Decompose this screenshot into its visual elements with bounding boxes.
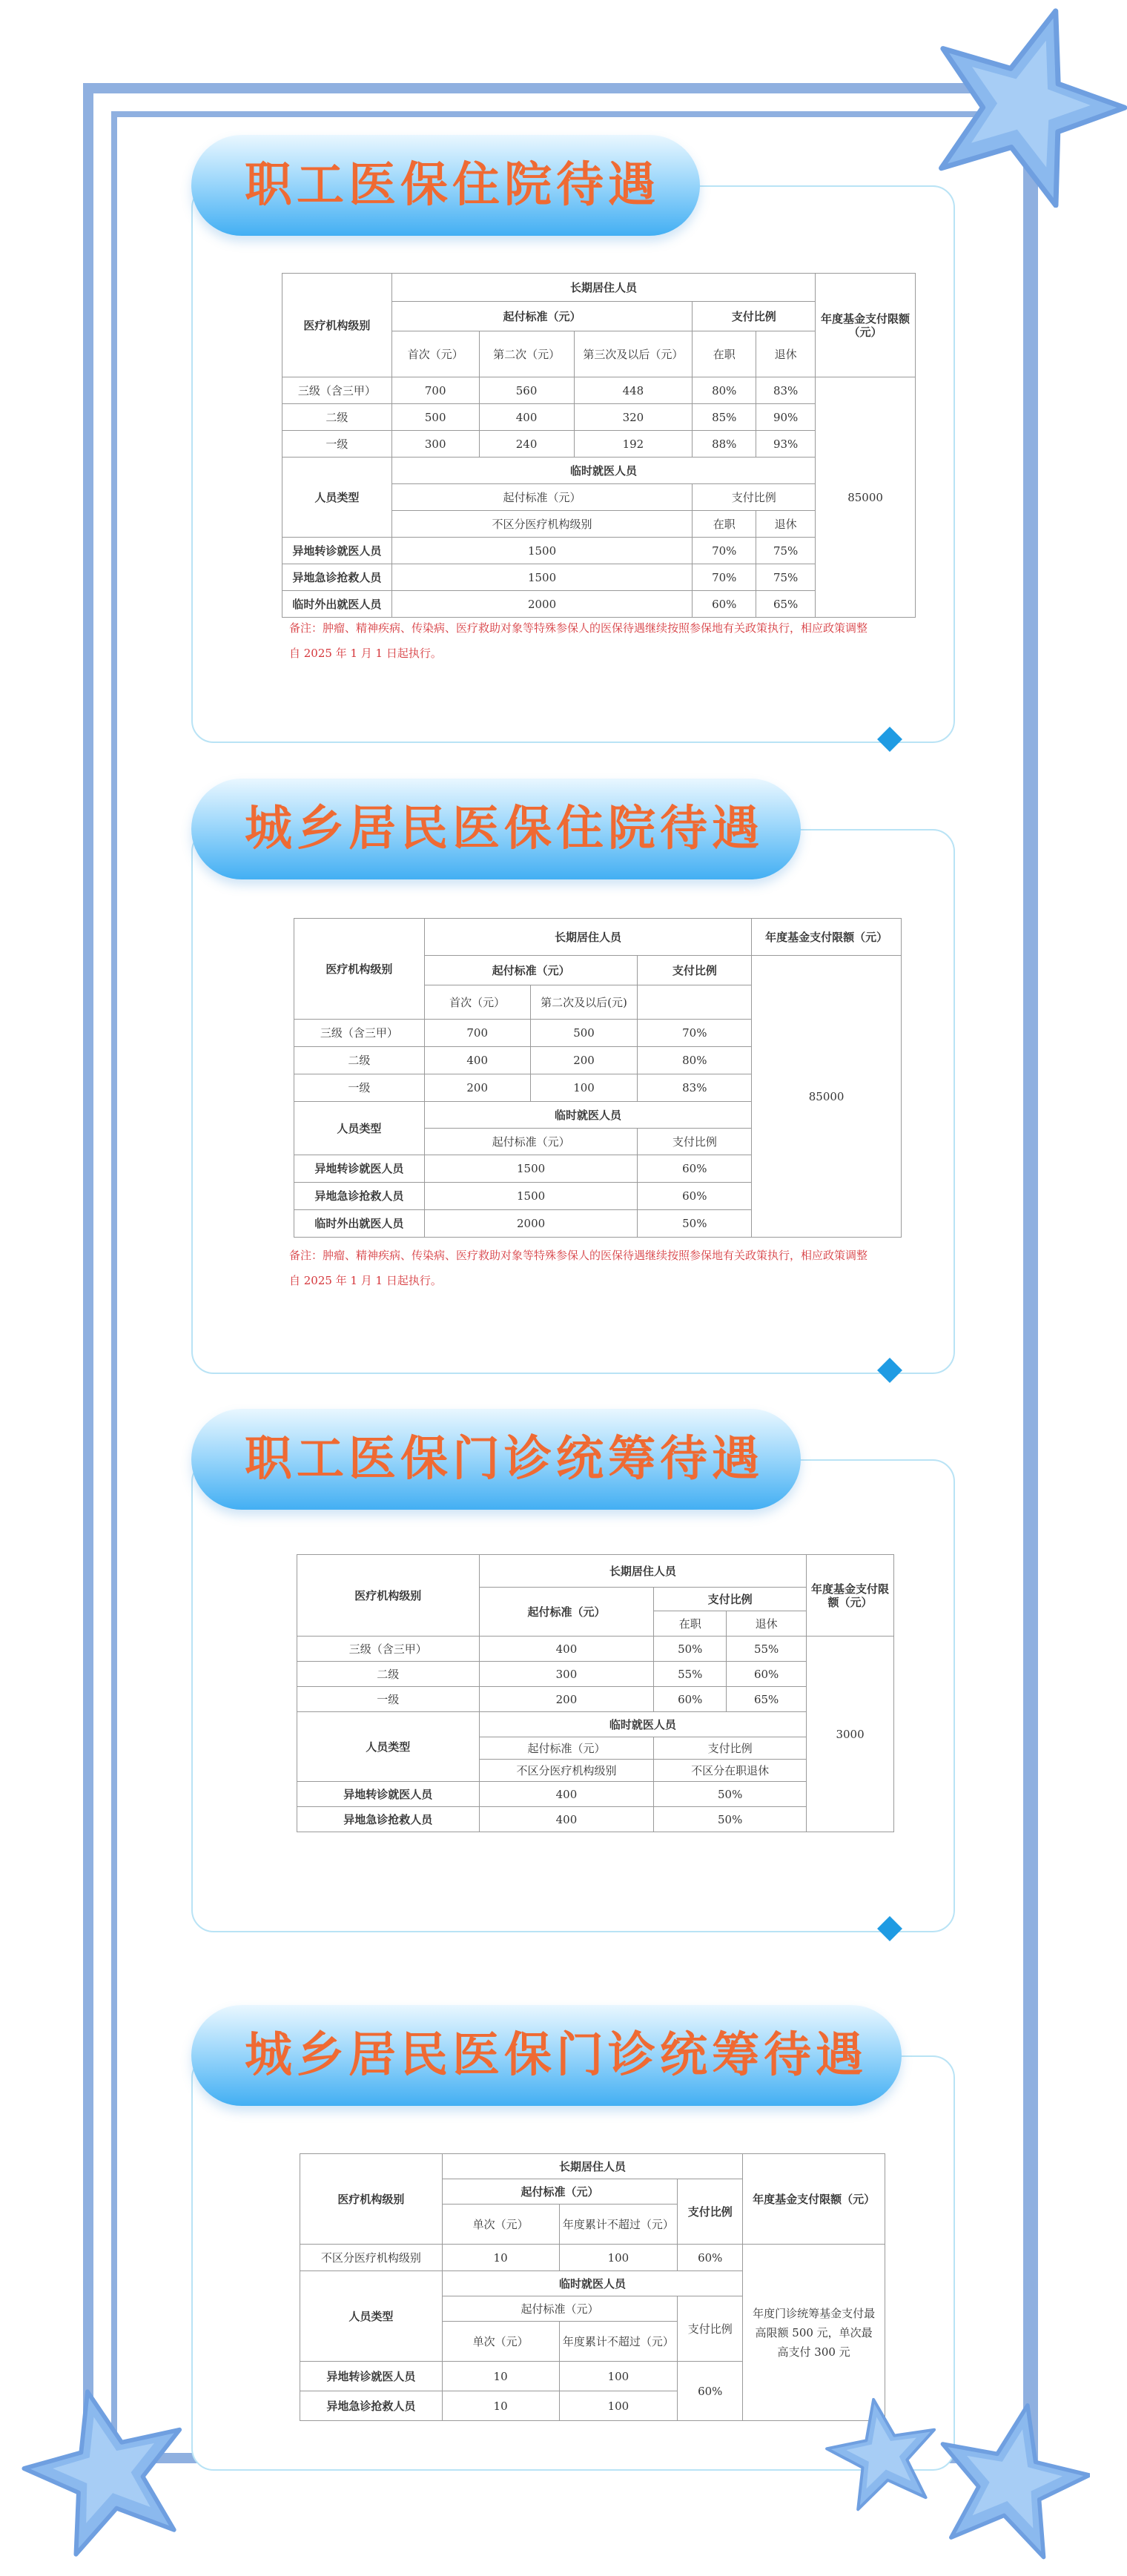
cell-retired: 60% <box>727 1662 807 1687</box>
cell-threshold: 2000 <box>391 591 693 618</box>
header-retired: 退休 <box>756 331 816 377</box>
cell-level: 三级（含三甲） <box>282 377 392 404</box>
header-limit: 年度基金支付限额（元） <box>807 1555 894 1637</box>
header-temp-ratio: 支付比例 <box>693 484 816 511</box>
cell-threshold: 300 <box>479 1662 654 1687</box>
header-temp-threshold: 起付标准（元） <box>442 2296 678 2322</box>
table-row <box>297 1782 894 1807</box>
cell-cap: 100 <box>559 2245 678 2271</box>
cell-limit-text: 年度门诊统筹基金支付最高限额 500 元，单次最高支付 300 元 <box>743 2245 885 2421</box>
header-single: 单次（元） <box>442 2205 559 2245</box>
header-temp-threshold: 起付标准（元） <box>479 1737 654 1760</box>
cell-ratio: 70% <box>638 1020 752 1047</box>
cell-retired: 65% <box>756 591 816 618</box>
cell-first: 300 <box>391 431 479 458</box>
cell-working: 60% <box>654 1687 727 1712</box>
header-cap: 年度累计不超过（元） <box>559 2205 678 2245</box>
cell-level: 一级 <box>297 1687 480 1712</box>
header-threshold: 起付标准（元） <box>442 2179 678 2205</box>
cell-working: 85% <box>693 404 756 431</box>
cell-type: 异地急诊抢救人员 <box>294 1183 425 1210</box>
cell-cap: 100 <box>559 2362 678 2391</box>
table-employee-inpatient <box>282 273 916 618</box>
cell-retired: 55% <box>727 1637 807 1662</box>
header-level: 医疗机构级别 <box>300 2154 443 2245</box>
cell-working: 88% <box>693 431 756 458</box>
cell-limit: 85000 <box>752 956 902 1238</box>
header-temporary: 临时就医人员 <box>442 2271 743 2296</box>
header-ratio: 支付比例 <box>654 1588 807 1611</box>
cell-cap: 100 <box>559 2391 678 2421</box>
header-first: 首次（元） <box>424 985 530 1020</box>
header-temporary: 临时就医人员 <box>391 458 815 484</box>
section-title-pill-1 <box>191 135 700 236</box>
header-second: 第二次（元） <box>479 331 574 377</box>
cell-retired: 75% <box>756 564 816 591</box>
header-level: 医疗机构级别 <box>282 274 392 377</box>
cell-retired: 75% <box>756 538 816 564</box>
cell-working: 80% <box>693 377 756 404</box>
cell-type: 异地转诊就医人员 <box>300 2362 443 2391</box>
cell-limit: 3000 <box>807 1637 894 1832</box>
header-ratio: 支付比例 <box>638 956 752 985</box>
header-temp-threshold: 起付标准（元） <box>391 484 693 511</box>
cell-single: 10 <box>442 2362 559 2391</box>
header-person-type: 人员类型 <box>294 1102 425 1155</box>
remark-line-1: 备注：肿瘤、精神疾病、传染病、医疗救助对象等特殊参保人的医保待遇继续按照参保地有关政策执行，相应政策调整 <box>289 1249 868 1262</box>
header-working: 在职 <box>693 511 756 538</box>
header-first: 首次（元） <box>391 331 479 377</box>
cell-threshold: 1500 <box>424 1183 638 1210</box>
cell-second: 500 <box>530 1020 638 1047</box>
cell-type: 异地转诊就医人员 <box>294 1155 425 1183</box>
cell-third: 192 <box>574 431 693 458</box>
header-level: 医疗机构级别 <box>294 919 425 1020</box>
table-resident-inpatient <box>294 918 902 1238</box>
cell-ratio: 50% <box>654 1782 807 1807</box>
cell-ratio: 83% <box>638 1074 752 1102</box>
cell-level: 一级 <box>294 1074 425 1102</box>
section-title-pill-4 <box>191 2005 902 2106</box>
cell-level: 二级 <box>282 404 392 431</box>
cell-threshold: 400 <box>479 1782 654 1807</box>
section-title-pill-3 <box>191 1409 801 1510</box>
header-no-level: 不区分医疗机构级别 <box>479 1760 654 1782</box>
cell-single: 10 <box>442 2391 559 2421</box>
cell-level: 三级（含三甲） <box>294 1020 425 1047</box>
cell-working: 70% <box>693 538 756 564</box>
cell-type: 临时外出就医人员 <box>282 591 392 618</box>
cell-ratio: 60% <box>638 1155 752 1183</box>
cell-ratio: 60% <box>638 1183 752 1210</box>
section-title: 城乡居民医保门诊统筹待遇 <box>245 2028 867 2083</box>
header-person-type: 人员类型 <box>300 2271 443 2362</box>
cell-ratio: 50% <box>654 1807 807 1832</box>
cell-ratio: 60% <box>678 2362 743 2421</box>
cell-first: 700 <box>391 377 479 404</box>
cell-threshold: 1500 <box>424 1155 638 1183</box>
header-no-retire: 不区分在职退休 <box>654 1760 807 1782</box>
cell-second: 100 <box>530 1074 638 1102</box>
header-long-term: 长期居住人员 <box>479 1555 806 1588</box>
remark-note <box>289 615 927 666</box>
table-row <box>300 2245 885 2271</box>
cell-type: 异地急诊抢救人员 <box>300 2391 443 2421</box>
table-resident-outpatient <box>300 2153 885 2421</box>
header-person-type: 人员类型 <box>282 458 392 538</box>
cell-working: 50% <box>654 1637 727 1662</box>
header-temporary: 临时就医人员 <box>479 1712 806 1737</box>
cell-level: 三级（含三甲） <box>297 1637 480 1662</box>
header-long-term: 长期居住人员 <box>442 2154 743 2179</box>
cell-type: 临时外出就医人员 <box>294 1210 425 1238</box>
table-row <box>297 1662 894 1687</box>
cell-retired: 83% <box>756 377 816 404</box>
cell-single: 10 <box>442 2245 559 2271</box>
table-row <box>297 1637 894 1662</box>
cell-level: 二级 <box>297 1662 480 1687</box>
cell-ratio: 60% <box>678 2245 743 2271</box>
header-retired: 退休 <box>756 511 816 538</box>
section-title-pill-2 <box>191 779 801 879</box>
cell-threshold: 400 <box>479 1807 654 1832</box>
cell-first: 700 <box>424 1020 530 1047</box>
header-working: 在职 <box>654 1611 727 1637</box>
cell-limit: 85000 <box>816 377 916 618</box>
cell-working: 55% <box>654 1662 727 1687</box>
star-icon <box>15 2384 193 2558</box>
header-limit: 年度基金支付限额（元） <box>743 2154 885 2245</box>
remark-note <box>289 1243 927 1293</box>
header-level: 医疗机构级别 <box>297 1555 480 1637</box>
cell-level: 一级 <box>282 431 392 458</box>
cell-threshold: 1500 <box>391 564 693 591</box>
cell-third: 320 <box>574 404 693 431</box>
remark-line-1: 备注：肿瘤、精神疾病、传染病、医疗救助对象等特殊参保人的医保待遇继续按照参保地有关政策执行，相应政策调整 <box>289 621 868 635</box>
cell-threshold: 200 <box>479 1687 654 1712</box>
star-icon <box>916 0 1127 208</box>
header-retired: 退休 <box>727 1611 807 1637</box>
header-person-type: 人员类型 <box>297 1712 480 1782</box>
header-working: 在职 <box>693 331 756 377</box>
header-cap: 年度累计不超过（元） <box>559 2322 678 2362</box>
header-threshold: 起付标准（元） <box>424 956 638 985</box>
header-threshold: 起付标准（元） <box>479 1588 654 1637</box>
header-long-term: 长期居住人员 <box>391 274 815 302</box>
header-temp-threshold: 起付标准（元） <box>424 1129 638 1155</box>
cell-type: 异地急诊抢救人员 <box>297 1807 480 1832</box>
cell-level: 二级 <box>294 1047 425 1074</box>
cell-threshold: 400 <box>479 1637 654 1662</box>
header-no-level: 不区分医疗机构级别 <box>391 511 693 538</box>
table-employee-outpatient <box>297 1554 894 1832</box>
cell-level: 不区分医疗机构级别 <box>300 2245 443 2271</box>
header-temp-ratio: 支付比例 <box>638 1129 752 1155</box>
header-limit: 年度基金支付限额（元） <box>816 274 916 377</box>
cell-retired: 93% <box>756 431 816 458</box>
cell-second: 240 <box>479 431 574 458</box>
star-icon <box>822 2395 940 2514</box>
remark-line-2: 自 2025 年 1 月 1 日起执行。 <box>289 647 442 660</box>
section-title: 城乡居民医保住院待遇 <box>245 802 764 856</box>
cell-type: 异地急诊抢救人员 <box>282 564 392 591</box>
header-ratio: 支付比例 <box>693 302 816 331</box>
cell-threshold: 1500 <box>391 538 693 564</box>
section-title: 职工医保住院待遇 <box>245 158 660 213</box>
table-row <box>297 1807 894 1832</box>
cell-working: 70% <box>693 564 756 591</box>
cell-working: 60% <box>693 591 756 618</box>
cell-retired: 65% <box>727 1687 807 1712</box>
table-row <box>282 377 916 404</box>
header-temporary: 临时就医人员 <box>424 1102 751 1129</box>
header-ratio: 支付比例 <box>678 2179 743 2245</box>
header-threshold: 起付标准（元） <box>391 302 693 331</box>
cell-type: 异地转诊就医人员 <box>297 1782 480 1807</box>
cell-ratio: 50% <box>638 1210 752 1238</box>
cell-type: 异地转诊就医人员 <box>282 538 392 564</box>
header-temp-ratio: 支付比例 <box>654 1737 807 1760</box>
remark-line-2: 自 2025 年 1 月 1 日起执行。 <box>289 1274 442 1287</box>
header-long-term: 长期居住人员 <box>424 919 751 956</box>
section-title: 职工医保门诊统筹待遇 <box>245 1432 764 1487</box>
table-row <box>297 1687 894 1712</box>
header-temp-ratio: 支付比例 <box>678 2296 743 2362</box>
header-single: 单次（元） <box>442 2322 559 2362</box>
header-limit: 年度基金支付限额（元） <box>752 919 902 956</box>
cell-first: 400 <box>424 1047 530 1074</box>
cell-retired: 90% <box>756 404 816 431</box>
cell-ratio: 80% <box>638 1047 752 1074</box>
cell-second: 560 <box>479 377 574 404</box>
cell-second: 400 <box>479 404 574 431</box>
cell-first: 200 <box>424 1074 530 1102</box>
header-third: 第三次及以后（元） <box>574 331 693 377</box>
header-second: 第二次及以后(元) <box>530 985 638 1020</box>
cell-threshold: 2000 <box>424 1210 638 1238</box>
star-icon <box>927 2399 1090 2562</box>
cell-first: 500 <box>391 404 479 431</box>
cell-second: 200 <box>530 1047 638 1074</box>
cell-third: 448 <box>574 377 693 404</box>
header-ratio-blank <box>638 985 752 1020</box>
